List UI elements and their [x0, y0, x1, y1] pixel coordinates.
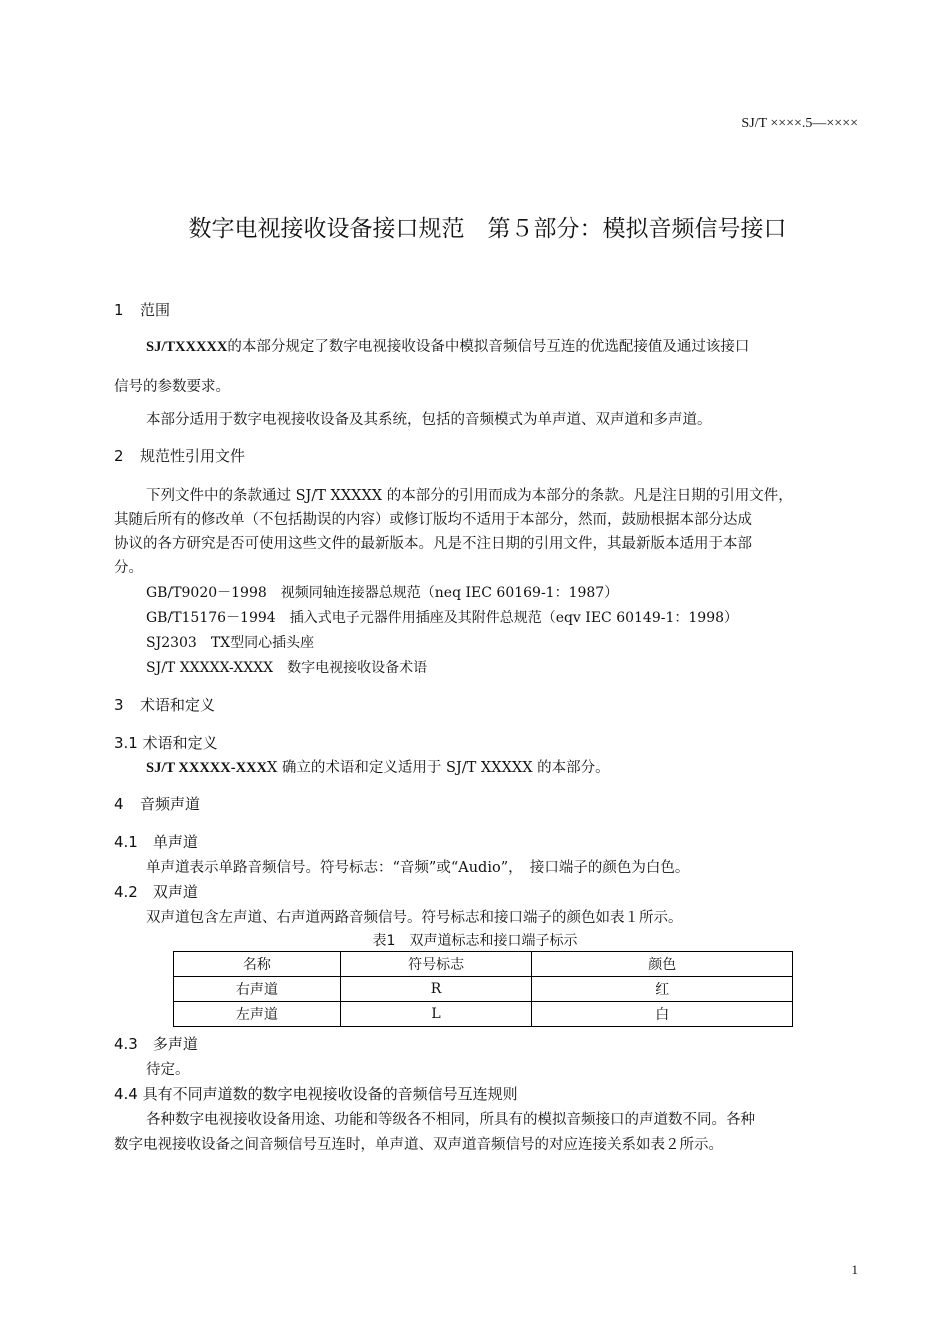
subsection-4-2-text: 双声道包含左声道、右声道两路音频信号。符号标志和接口端子的颜色如表１所示。: [146, 910, 683, 926]
section-title: 规范性引用文件: [140, 447, 246, 465]
section-1-paragraph-1-cont: 信号的参数要求。: [114, 379, 230, 395]
page-number: 1: [851, 1262, 858, 1277]
table-header-cell: 名称: [174, 952, 341, 977]
standard-code: SJ/TXXXXX: [146, 339, 228, 355]
section-2-paragraph-line: 其随后所有的修改单（不包括勘误的内容）或修订版均不适用于本部分，然而，鼓励根据本部分达成: [114, 512, 752, 528]
table-cell: 左声道: [174, 1002, 341, 1027]
reference-item: SJ/T XXXXX-XXXX 数字电视接收设备术语: [146, 660, 428, 676]
section-1-paragraph-2: 本部分适用于数字电视接收设备及其系统，包括的音频模式为单声道、双声道和多声道。: [146, 412, 712, 428]
table-cell: 右声道: [174, 977, 341, 1002]
section-title: 范围: [140, 301, 171, 319]
reference-item: SJ2303 TX型同心插头座: [146, 635, 315, 651]
section-number: 3: [114, 696, 124, 714]
subsection-4-3-heading: 4.3 多声道: [114, 1035, 198, 1053]
table-row: [174, 1002, 793, 1027]
table-header-cell: 符号标志: [340, 952, 532, 977]
paragraph-text: X 确立的术语和定义适用于 SJ/T XXXXX 的本部分。: [266, 760, 610, 776]
section-number: 2: [114, 447, 124, 465]
channel-table: [173, 951, 793, 1027]
section-number: 4: [114, 795, 124, 813]
section-title: 术语和定义: [140, 696, 216, 714]
subsection-4-2-heading: 4.2 双声道: [114, 883, 198, 901]
subsection-4-4-line: 数字电视接收设备之间音频信号互连时，单声道、双声道音频信号的对应连接关系如表２所示。: [114, 1137, 723, 1153]
subsection-4-4-heading: 4.4 具有不同声道数的数字电视接收设备的音频信号互连规则: [114, 1085, 518, 1103]
document-title: 数字电视接收设备接口规范 第５部分：模拟音频信号接口: [188, 216, 787, 242]
section-2-heading: [114, 445, 245, 466]
paragraph-text: 的本部分规定了数字电视接收设备中模拟音频信号互连的优选配接值及通过该接口: [227, 339, 750, 355]
reference-item: GB/T15176－1994 插入式电子元器件用插座及其附件总规范（eqv IEC 60149-1：1998）: [146, 610, 739, 626]
section-3-heading: [114, 694, 215, 715]
table-header-row: [174, 952, 793, 977]
subsection-4-1-text: 单声道表示单路音频信号。符号标志：“音频”或“Audio”， 接口端子的颜色为白色。: [146, 860, 690, 876]
table-row: [174, 977, 793, 1002]
section-1-heading: [114, 299, 170, 320]
subsection-4-1-heading: 4.1 单声道: [114, 833, 198, 851]
table-caption: 表1 双声道标志和接口端子标示: [372, 933, 578, 949]
table-cell: R: [340, 977, 532, 1002]
subsection-4-3-text: 待定。: [146, 1062, 190, 1078]
document-code: SJ/T ××××.5—××××: [741, 116, 858, 131]
section-2-paragraph-line: 分。: [114, 560, 143, 576]
reference-item: GB/T9020－1998 视频同轴连接器总规范（neq IEC 60169-1：1987）: [146, 585, 619, 601]
subsection-4-4-line: 各种数字电视接收设备用途、功能和等级各不相同，所具有的模拟音频接口的声道数不同。各种: [146, 1112, 755, 1128]
table-header-cell: 颜色: [532, 952, 793, 977]
section-2-paragraph-line: 下列文件中的条款通过 SJ/T XXXXX 的本部分的引用而成为本部分的条款。凡是注日期的引用文件，: [146, 488, 793, 504]
standard-code: SJ/T XXXXX-XXX: [146, 760, 267, 776]
section-title: 音频声道: [140, 795, 201, 813]
section-1-paragraph-1: [146, 335, 749, 356]
section-3-paragraph: [146, 756, 610, 777]
subsection-3-1-heading: 3.1 术语和定义: [114, 734, 218, 752]
section-number: 1: [114, 301, 124, 319]
table-cell: L: [340, 1002, 532, 1027]
table-cell: 白: [532, 1002, 793, 1027]
table-cell: 红: [532, 977, 793, 1002]
section-4-heading: [114, 793, 200, 814]
section-2-paragraph-line: 协议的各方研究是否可使用这些文件的最新版本。凡是不注日期的引用文件，其最新版本适用于本部: [114, 536, 752, 552]
